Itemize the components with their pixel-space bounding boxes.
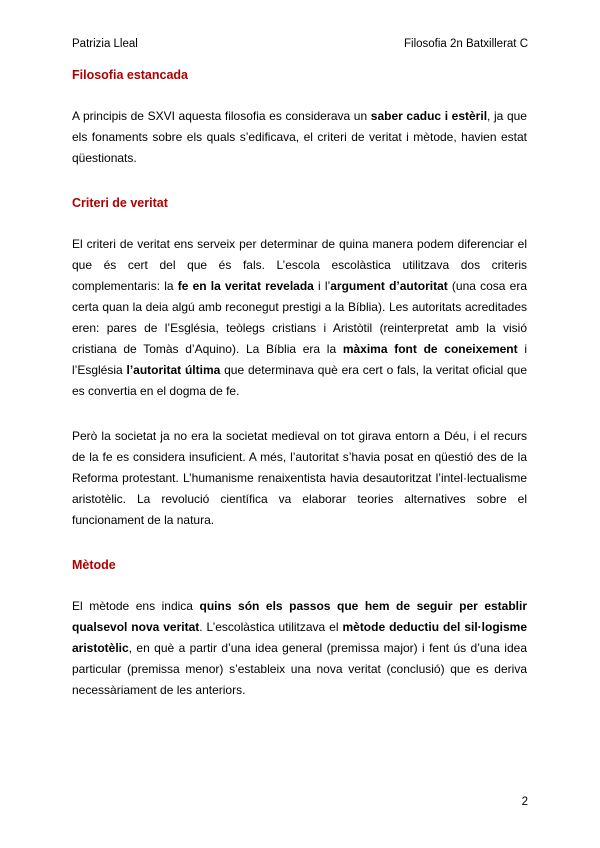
text-run: A principis de SXVI aquesta filosofia es considerava un bbox=[72, 109, 371, 123]
paragraph bbox=[72, 426, 527, 531]
bold-text: saber caduc i estèril bbox=[370, 109, 488, 123]
page-number: 2 bbox=[521, 796, 528, 808]
bold-text: màxima font de coneixement bbox=[342, 342, 518, 356]
paragraph bbox=[72, 106, 527, 169]
section-heading: Mètode bbox=[72, 558, 116, 572]
text-run: Però la societat ja no era la societat medieval on tot girava entorn a Déu, i el recurs de la fe es considera insuficient. A més, l’autoritat s’havia posat en qüestió des de la Reforma protestant. L’humanisme renaixentista havia desautoritzat l’intel·lectualisme aristotèlic. La revolució científica va elaborar teories alternatives sobre el funcionament de la natura. bbox=[72, 429, 527, 527]
paragraph bbox=[72, 596, 527, 701]
text-run: El mètode ens indica bbox=[72, 599, 200, 613]
bold-text: argument d’autoritat bbox=[330, 279, 448, 293]
text-run: , en què a partir d’una idea general (premissa major) i fent ús d’una idea particular (premissa menor) s’estableix una nova veritat (conclusió) que es deriva necessàriament de les anteriors. bbox=[72, 641, 527, 697]
text-run: . L’escolàstica utilitzava el bbox=[199, 620, 343, 634]
bold-text: l’autoritat última bbox=[126, 363, 221, 377]
text-run: que determinava què era cert o fals, la veritat oficial que es convertia en el dogma de fe. bbox=[72, 363, 527, 398]
header-author: Patrizia Lleal bbox=[72, 38, 138, 50]
bold-text: quins són els passos que hem de seguir per establir qualsevol nova veritat bbox=[72, 599, 528, 634]
bold-text: mètode deductiu del sil·logisme aristotèlic bbox=[72, 620, 527, 655]
text-run: i l’Església bbox=[72, 342, 528, 377]
bold-text: fe en la veritat revelada bbox=[177, 279, 314, 293]
document-body bbox=[72, 68, 527, 701]
header-course: Filosofia 2n Batxillerat C bbox=[404, 38, 528, 50]
section-heading: Filosofia estancada bbox=[72, 68, 189, 82]
text-run: El criteri de veritat ens serveix per determinar de quina manera podem diferenciar el que és cert del que és fals. L’escola escolàstica utilitzava dos criteris complementaris: la bbox=[72, 237, 527, 293]
text-run: , ja que els fonaments sobre els quals s’edificava, el criteri de veritat i mètode, havien estat qüestionats. bbox=[72, 109, 527, 165]
text-run: i l’ bbox=[313, 279, 331, 293]
text-run: (una cosa era certa quan la deia algú amb reconegut prestigi a la Bíblia). Les autoritats acreditades eren: pares de l’Església, teòlegs cristians i Aristòtil (reinterpretat amb la visió cristiana de Tomàs d’Aquino). La Bíblia era la bbox=[72, 279, 527, 356]
section-heading: Criteri de veritat bbox=[72, 196, 168, 210]
paragraph bbox=[72, 234, 527, 402]
